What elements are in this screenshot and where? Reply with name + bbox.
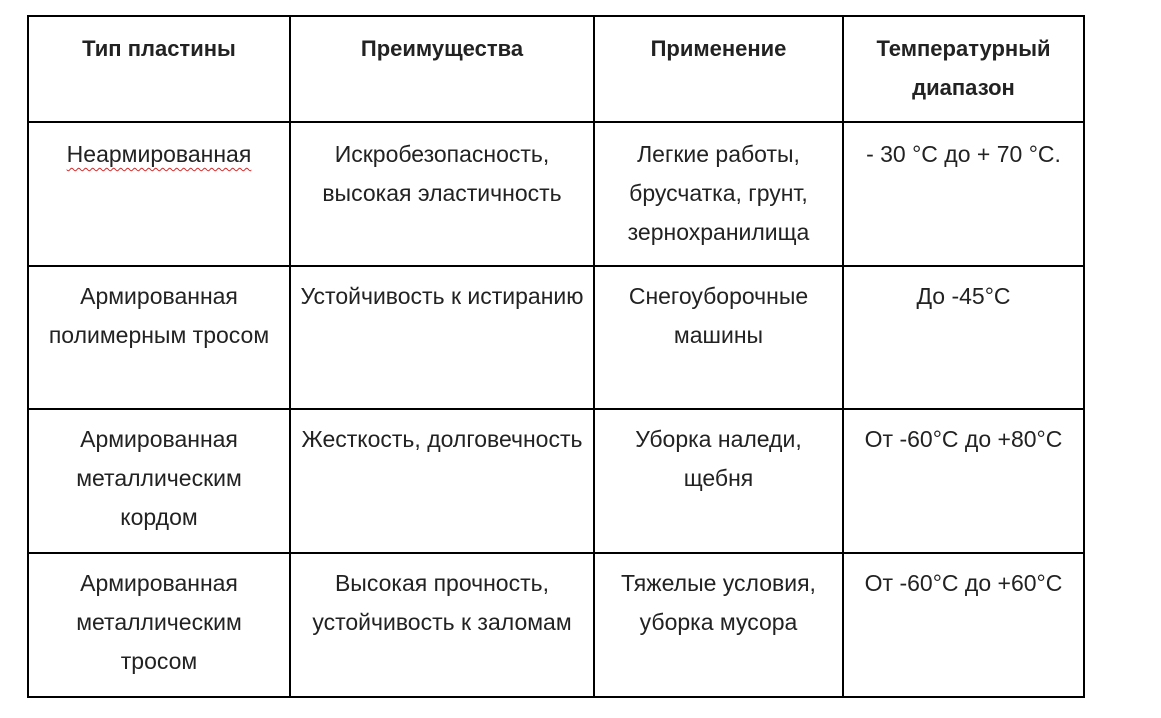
table-row (28, 409, 1084, 553)
table-cell-advantages: Высокая прочность, устойчивость к заломам (290, 553, 594, 697)
table-cell-temperature: До -45°C (843, 266, 1084, 409)
table-cell-application: Легкие работы, брусчатка, грунт, зернохранилища (594, 122, 843, 266)
table-cell-advantages: Жесткость, долговечность (290, 409, 594, 553)
table-cell-temperature: - 30 °C до + 70 °C. (843, 122, 1084, 266)
table-body (28, 122, 1084, 697)
table-cell-application: Снегоуборочные машины (594, 266, 843, 409)
spellcheck-underlined-text[interactable]: Неармированная (66, 141, 252, 167)
table-cell-temperature: От -60°C до +80°C (843, 409, 1084, 553)
table-cell-application: Тяжелые условия, уборка мусора (594, 553, 843, 697)
table-row (28, 266, 1084, 409)
header-plate-type: Тип пластины (28, 16, 290, 122)
header-advantages: Преимущества (290, 16, 594, 122)
table-header (28, 16, 1084, 122)
table-cell-temperature: От -60°C до +60°C (843, 553, 1084, 697)
header-row (28, 16, 1084, 122)
table-cell-application: Уборка наледи, щебня (594, 409, 843, 553)
header-temperature-range: Температурный диапазон (843, 16, 1084, 122)
table-row (28, 553, 1084, 697)
plate-types-table (27, 15, 1085, 698)
table-cell-advantages: Устойчивость к истиранию (290, 266, 594, 409)
table-cell-plate-type: Армированная металлическим тросом (28, 553, 290, 697)
table-cell-plate-type: Армированная металлическим кордом (28, 409, 290, 553)
header-application: Применение (594, 16, 843, 122)
table-cell-plate-type: Армированная полимерным тросом (28, 266, 290, 409)
table-cell-plate-type (28, 122, 290, 266)
table-cell-advantages: Искробезопасность, высокая эластичность (290, 122, 594, 266)
table-row (28, 122, 1084, 266)
